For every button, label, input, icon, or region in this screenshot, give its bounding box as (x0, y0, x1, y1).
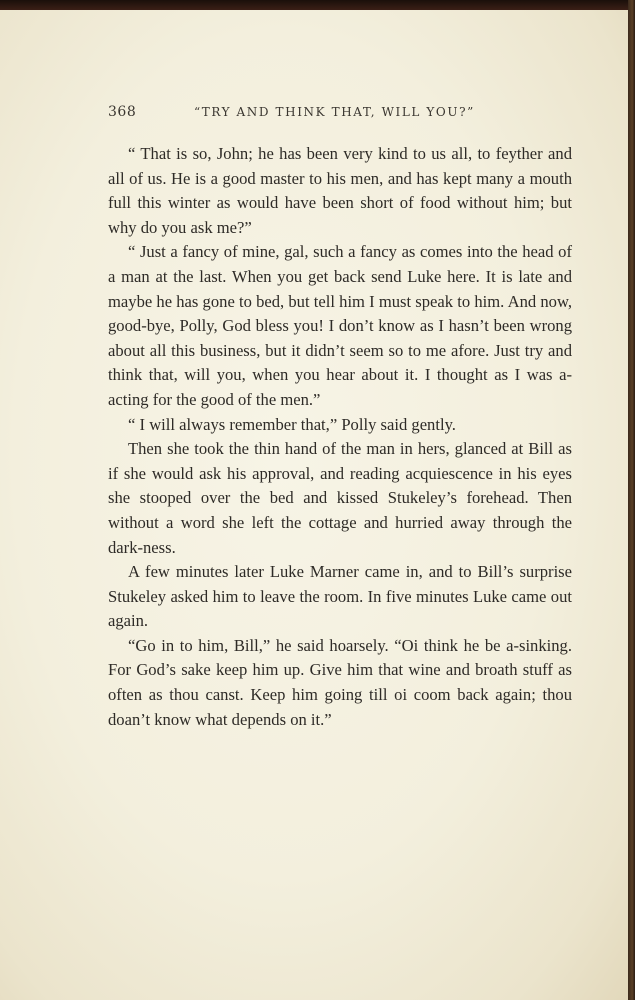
top-edge-shadow (0, 0, 635, 10)
paragraph-3: “ I will always remember that,” Polly said gently. (128, 414, 456, 434)
paragraph-5: A few minutes later Luke Marner came in, and to Bill’s surprise Stukeley asked him to leave the room. In five minutes Luke came out again. (108, 562, 572, 631)
paragraph-2: “ Just a fancy of mine, gal, such a fancy as comes into the head of a man at the last. When you get back send Luke here. It is late and maybe he has gone to bed, but tell him I must speak to him. And now, good-bye, Polly, God bless you! I don’t know as I hasn’t been wrong about all this business, but it didn’t seem so to me afore. Just try and think that, will you, when you hear about it. I thought as I was a-acting for the good of the men.” (108, 242, 572, 409)
book-page (0, 8, 628, 1000)
paragraph-6: “Go in to him, Bill,” he said hoarsely. “Oi think he be a-sinking. For God’s sake keep him up. Give him that wine and broath stuff as often as thou canst. Keep him going till oi coom back again; thou doan’t know what depends on it.” (108, 635, 572, 729)
paragraph-1: “ That is so, John; he has been very kind to us all, to feyther and all of us. He is a good master to his men, and has kept many a mouth full this winter as would have been short of food without him; but why do you ask me?” (108, 144, 572, 237)
page-header (108, 104, 578, 126)
paragraph-4: Then she took the thin hand of the man in hers, glanced at Bill as if she would ask his approval, and reading acquiescence in his eyes she stooped over the bed and kissed Stukeley’s forehead. Then without a word she left the cottage and hurried away through the dark-ness. (108, 439, 572, 557)
running-head: “TRY AND THINK THAT, WILL YOU?” (194, 105, 475, 119)
page-edge-right (628, 0, 635, 1000)
page-number: 368 (108, 104, 137, 120)
body-text (108, 142, 572, 732)
